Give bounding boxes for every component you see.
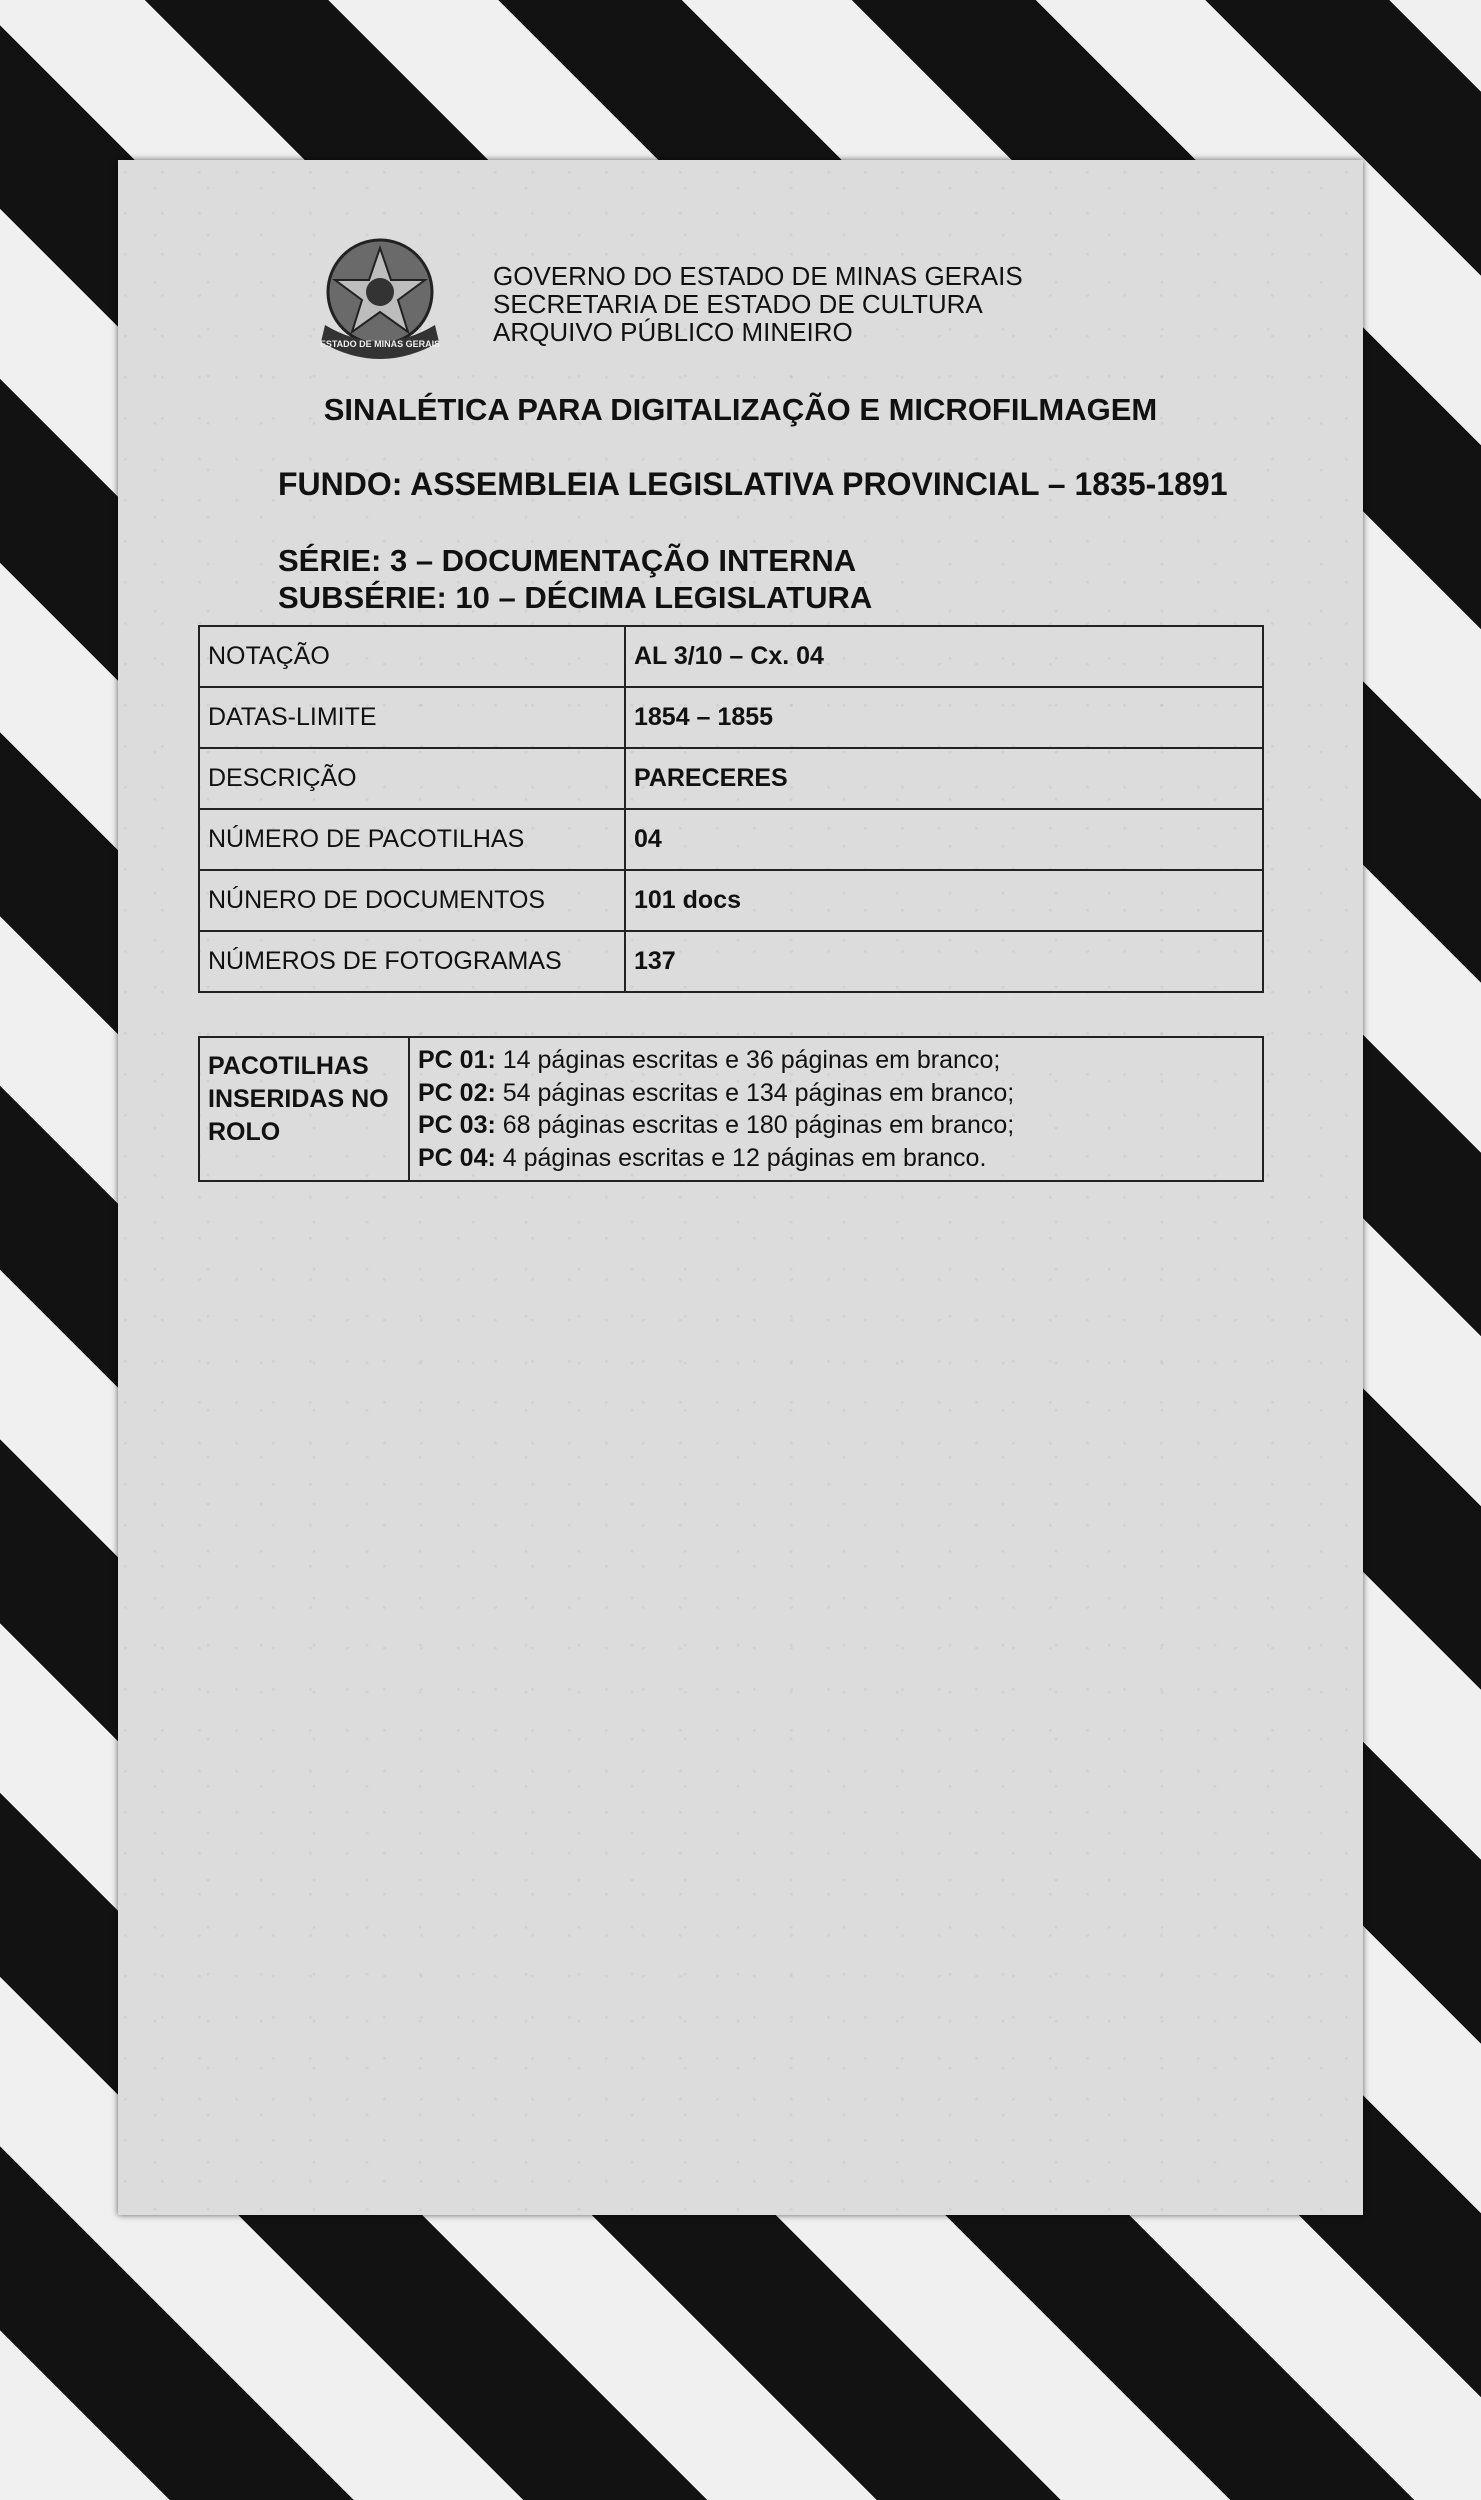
pacotilha-text: 54 páginas escritas e 134 páginas em branco;	[495, 1078, 1015, 1107]
pacotilha-code: PC 04:	[418, 1143, 496, 1172]
row-label: NOTAÇÃO	[199, 626, 625, 687]
pacotilha-code: PC 03:	[418, 1111, 496, 1139]
institution-header	[493, 262, 1023, 346]
row-label: DESCRIÇÃO	[199, 748, 625, 809]
table-row	[199, 1037, 1263, 1181]
list-item	[418, 1077, 1254, 1110]
header-line-2: SECRETARIA DE ESTADO DE CULTURA	[493, 289, 983, 319]
row-label: NÚNERO DE DOCUMENTOS	[199, 870, 625, 931]
pacotilha-text: 4 páginas escritas e 12 páginas em branco.	[495, 1143, 987, 1172]
info-table	[198, 625, 1264, 993]
series-block	[278, 542, 872, 616]
document-title: SINALÉTICA PARA DIGITALIZAÇÃO E MICROFILMAGEM	[323, 392, 1158, 427]
table-row	[199, 748, 1263, 809]
row-value: 137	[625, 931, 1263, 992]
table-row	[199, 626, 1263, 687]
row-label: NÚMERO DE PACOTILHAS	[199, 809, 625, 870]
document-card	[118, 160, 1363, 2215]
state-emblem-icon	[305, 230, 455, 370]
row-value: 101 docs	[625, 870, 1263, 931]
pacotilhas-label-line: INSERIDAS NO	[208, 1085, 389, 1113]
pacotilhas-label	[199, 1037, 409, 1181]
table-row	[199, 687, 1263, 748]
list-item	[418, 1044, 1254, 1077]
pacotilhas-table	[198, 1036, 1264, 1182]
pacotilhas-label-line: ROLO	[208, 1118, 281, 1146]
row-value: 1854 – 1855	[625, 687, 1263, 748]
pacotilha-code: PC 01:	[418, 1046, 496, 1074]
row-value: 04	[625, 809, 1263, 870]
emblem-text: ESTADO DE MINAS GERAIS	[319, 339, 441, 349]
row-value: PARECERES	[625, 748, 1263, 809]
pacotilha-text: 14 páginas escritas e 36 páginas em branco;	[495, 1046, 1001, 1074]
table-row	[199, 931, 1263, 992]
pacotilha-code: PC 02:	[418, 1078, 496, 1107]
pacotilhas-list	[409, 1037, 1263, 1181]
serie-heading: SÉRIE: 3 – DOCUMENTAÇÃO INTERNA	[278, 543, 857, 578]
header-line-3: ARQUIVO PÚBLICO MINEIRO	[493, 317, 853, 347]
subserie-heading: SUBSÉRIE: 10 – DÉCIMA LEGISLATURA	[278, 580, 873, 615]
pacotilha-text: 68 páginas escritas e 180 páginas em branco;	[495, 1111, 1015, 1139]
list-item	[418, 1142, 1254, 1175]
pacotilhas-label-line: PACOTILHAS	[208, 1052, 369, 1080]
list-item	[418, 1109, 1254, 1142]
row-label: NÚMEROS DE FOTOGRAMAS	[199, 931, 625, 992]
table-row	[199, 809, 1263, 870]
header-line-1: GOVERNO DO ESTADO DE MINAS GERAIS	[493, 261, 1023, 291]
row-label: DATAS-LIMITE	[199, 687, 625, 748]
fundo-heading: FUNDO: ASSEMBLEIA LEGISLATIVA PROVINCIAL – 1835-1891	[278, 466, 1228, 502]
table-row	[199, 870, 1263, 931]
row-value: AL 3/10 – Cx. 04	[625, 626, 1263, 687]
